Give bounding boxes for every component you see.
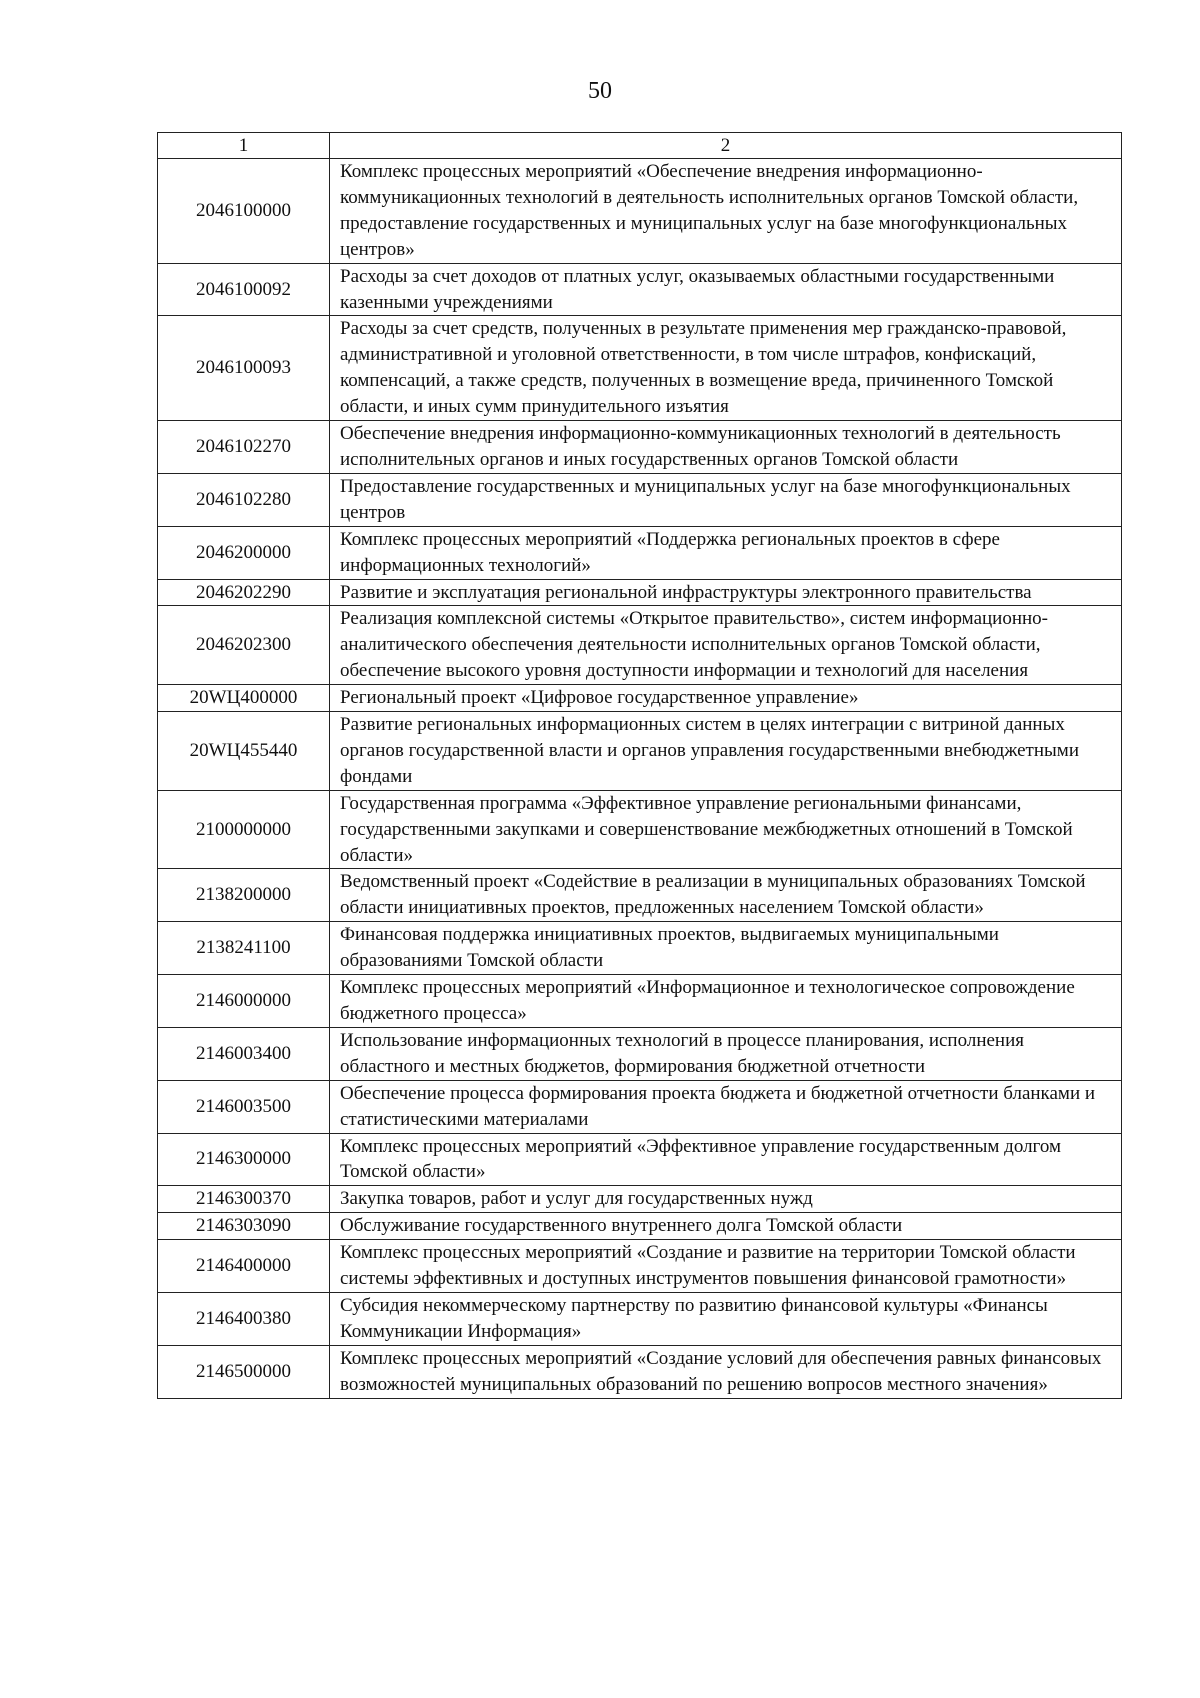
row-code: 2138241100 xyxy=(158,922,330,975)
row-code: 2046202300 xyxy=(158,606,330,685)
row-code: 2046102280 xyxy=(158,473,330,526)
table-row xyxy=(158,606,1122,685)
row-description: Комплекс процессных мероприятий «Эффективное управление государственным долгом Томской области» xyxy=(330,1133,1122,1186)
row-description: Комплекс процессных мероприятий «Поддержка региональных проектов в сфере информационных технологий» xyxy=(330,526,1122,579)
column-header-description: 2 xyxy=(330,133,1122,159)
row-description: Расходы за счет средств, полученных в результате применения мер гражданско-правовой, административной и уголовной ответственности, в том числе штрафов, конфискаций, компенсаций, а также средств, полученных в возмещение вреда, причиненного Томской области, и иных сумм принудительного изъятия xyxy=(330,316,1122,421)
budget-codes-table xyxy=(157,132,1122,1399)
row-code: 2146400000 xyxy=(158,1240,330,1293)
table-header-row xyxy=(158,133,1122,159)
row-code: 2046202290 xyxy=(158,579,330,606)
table-row xyxy=(158,316,1122,421)
row-description: Обслуживание государственного внутреннего долга Томской области xyxy=(330,1213,1122,1240)
row-description: Комплекс процессных мероприятий «Обеспечение внедрения информационно-коммуникационных технологий в деятельность исполнительных органов Томской области, предоставление государственных и муниципальных услуг на базе многофункциональных центров» xyxy=(330,159,1122,264)
row-description: Ведомственный проект «Содействие в реализации в муниципальных образованиях Томской области инициативных проектов, предложенных населением Томской области» xyxy=(330,869,1122,922)
table-row xyxy=(158,159,1122,264)
table-row xyxy=(158,473,1122,526)
row-description: Развитие региональных информационных систем в целях интеграции с витриной данных органов государственной власти и органов управления государственными внебюджетными фондами xyxy=(330,712,1122,791)
table-row xyxy=(158,790,1122,869)
table-row xyxy=(158,685,1122,712)
row-description: Предоставление государственных и муниципальных услуг на базе многофункциональных центров xyxy=(330,473,1122,526)
row-description: Реализация комплексной системы «Открытое правительство», систем информационно-аналитического обеспечения деятельности исполнительных органов Томской области, обеспечение высокого уровня доступности информации и технологий для населения xyxy=(330,606,1122,685)
table-row xyxy=(158,712,1122,791)
row-code: 2146303090 xyxy=(158,1213,330,1240)
row-code: 2046100093 xyxy=(158,316,330,421)
row-code: 2046100092 xyxy=(158,263,330,316)
row-code: 2146003400 xyxy=(158,1027,330,1080)
row-description: Комплекс процессных мероприятий «Информационное и технологическое сопровождение бюджетного процесса» xyxy=(330,975,1122,1028)
row-description: Региональный проект «Цифровое государственное управление» xyxy=(330,685,1122,712)
table-row xyxy=(158,526,1122,579)
table-row xyxy=(158,1186,1122,1213)
table-row xyxy=(158,869,1122,922)
row-code: 2046100000 xyxy=(158,159,330,264)
row-code: 2100000000 xyxy=(158,790,330,869)
row-description: Государственная программа «Эффективное управление региональными финансами, государственными закупками и совершенствование межбюджетных отношений в Томской области» xyxy=(330,790,1122,869)
row-description: Комплекс процессных мероприятий «Создание условий для обеспечения равных финансовых возможностей муниципальных образований по решению вопросов местного значения» xyxy=(330,1345,1122,1398)
row-description: Обеспечение внедрения информационно-коммуникационных технологий в деятельность исполнительных органов и иных государственных органов Томской области xyxy=(330,421,1122,474)
table-row xyxy=(158,579,1122,606)
table-row xyxy=(158,1213,1122,1240)
table-row xyxy=(158,1345,1122,1398)
row-code: 2046200000 xyxy=(158,526,330,579)
table-row xyxy=(158,922,1122,975)
table-row xyxy=(158,1240,1122,1293)
table-row xyxy=(158,1133,1122,1186)
row-description: Закупка товаров, работ и услуг для государственных нужд xyxy=(330,1186,1122,1213)
column-header-code: 1 xyxy=(158,133,330,159)
row-description: Использование информационных технологий в процессе планирования, исполнения областного и местных бюджетов, формирования бюджетной отчетности xyxy=(330,1027,1122,1080)
row-code: 2146400380 xyxy=(158,1292,330,1345)
table-row xyxy=(158,1027,1122,1080)
row-code: 2138200000 xyxy=(158,869,330,922)
row-description: Финансовая поддержка инициативных проектов, выдвигаемых муниципальными образованиями Томской области xyxy=(330,922,1122,975)
row-code: 2146500000 xyxy=(158,1345,330,1398)
table-row xyxy=(158,1292,1122,1345)
row-code: 2146300370 xyxy=(158,1186,330,1213)
table-row xyxy=(158,975,1122,1028)
table-row xyxy=(158,263,1122,316)
row-code: 2146000000 xyxy=(158,975,330,1028)
row-description: Субсидия некоммерческому партнерству по развитию финансовой культуры «Финансы Коммуникации Информация» xyxy=(330,1292,1122,1345)
row-code: 2146300000 xyxy=(158,1133,330,1186)
row-description: Обеспечение процесса формирования проекта бюджета и бюджетной отчетности бланками и статистическими материалами xyxy=(330,1080,1122,1133)
table-row xyxy=(158,421,1122,474)
table-row xyxy=(158,1080,1122,1133)
row-description: Развитие и эксплуатация региональной инфраструктуры электронного правительства xyxy=(330,579,1122,606)
row-code: 2046102270 xyxy=(158,421,330,474)
page-number: 50 xyxy=(588,78,612,104)
row-code: 20WЦ400000 xyxy=(158,685,330,712)
row-code: 2146003500 xyxy=(158,1080,330,1133)
row-description: Комплекс процессных мероприятий «Создание и развитие на территории Томской области системы эффективных и доступных инструментов повышения финансовой грамотности» xyxy=(330,1240,1122,1293)
row-description: Расходы за счет доходов от платных услуг, оказываемых областными государственными казенными учреждениями xyxy=(330,263,1122,316)
row-code: 20WЦ455440 xyxy=(158,712,330,791)
